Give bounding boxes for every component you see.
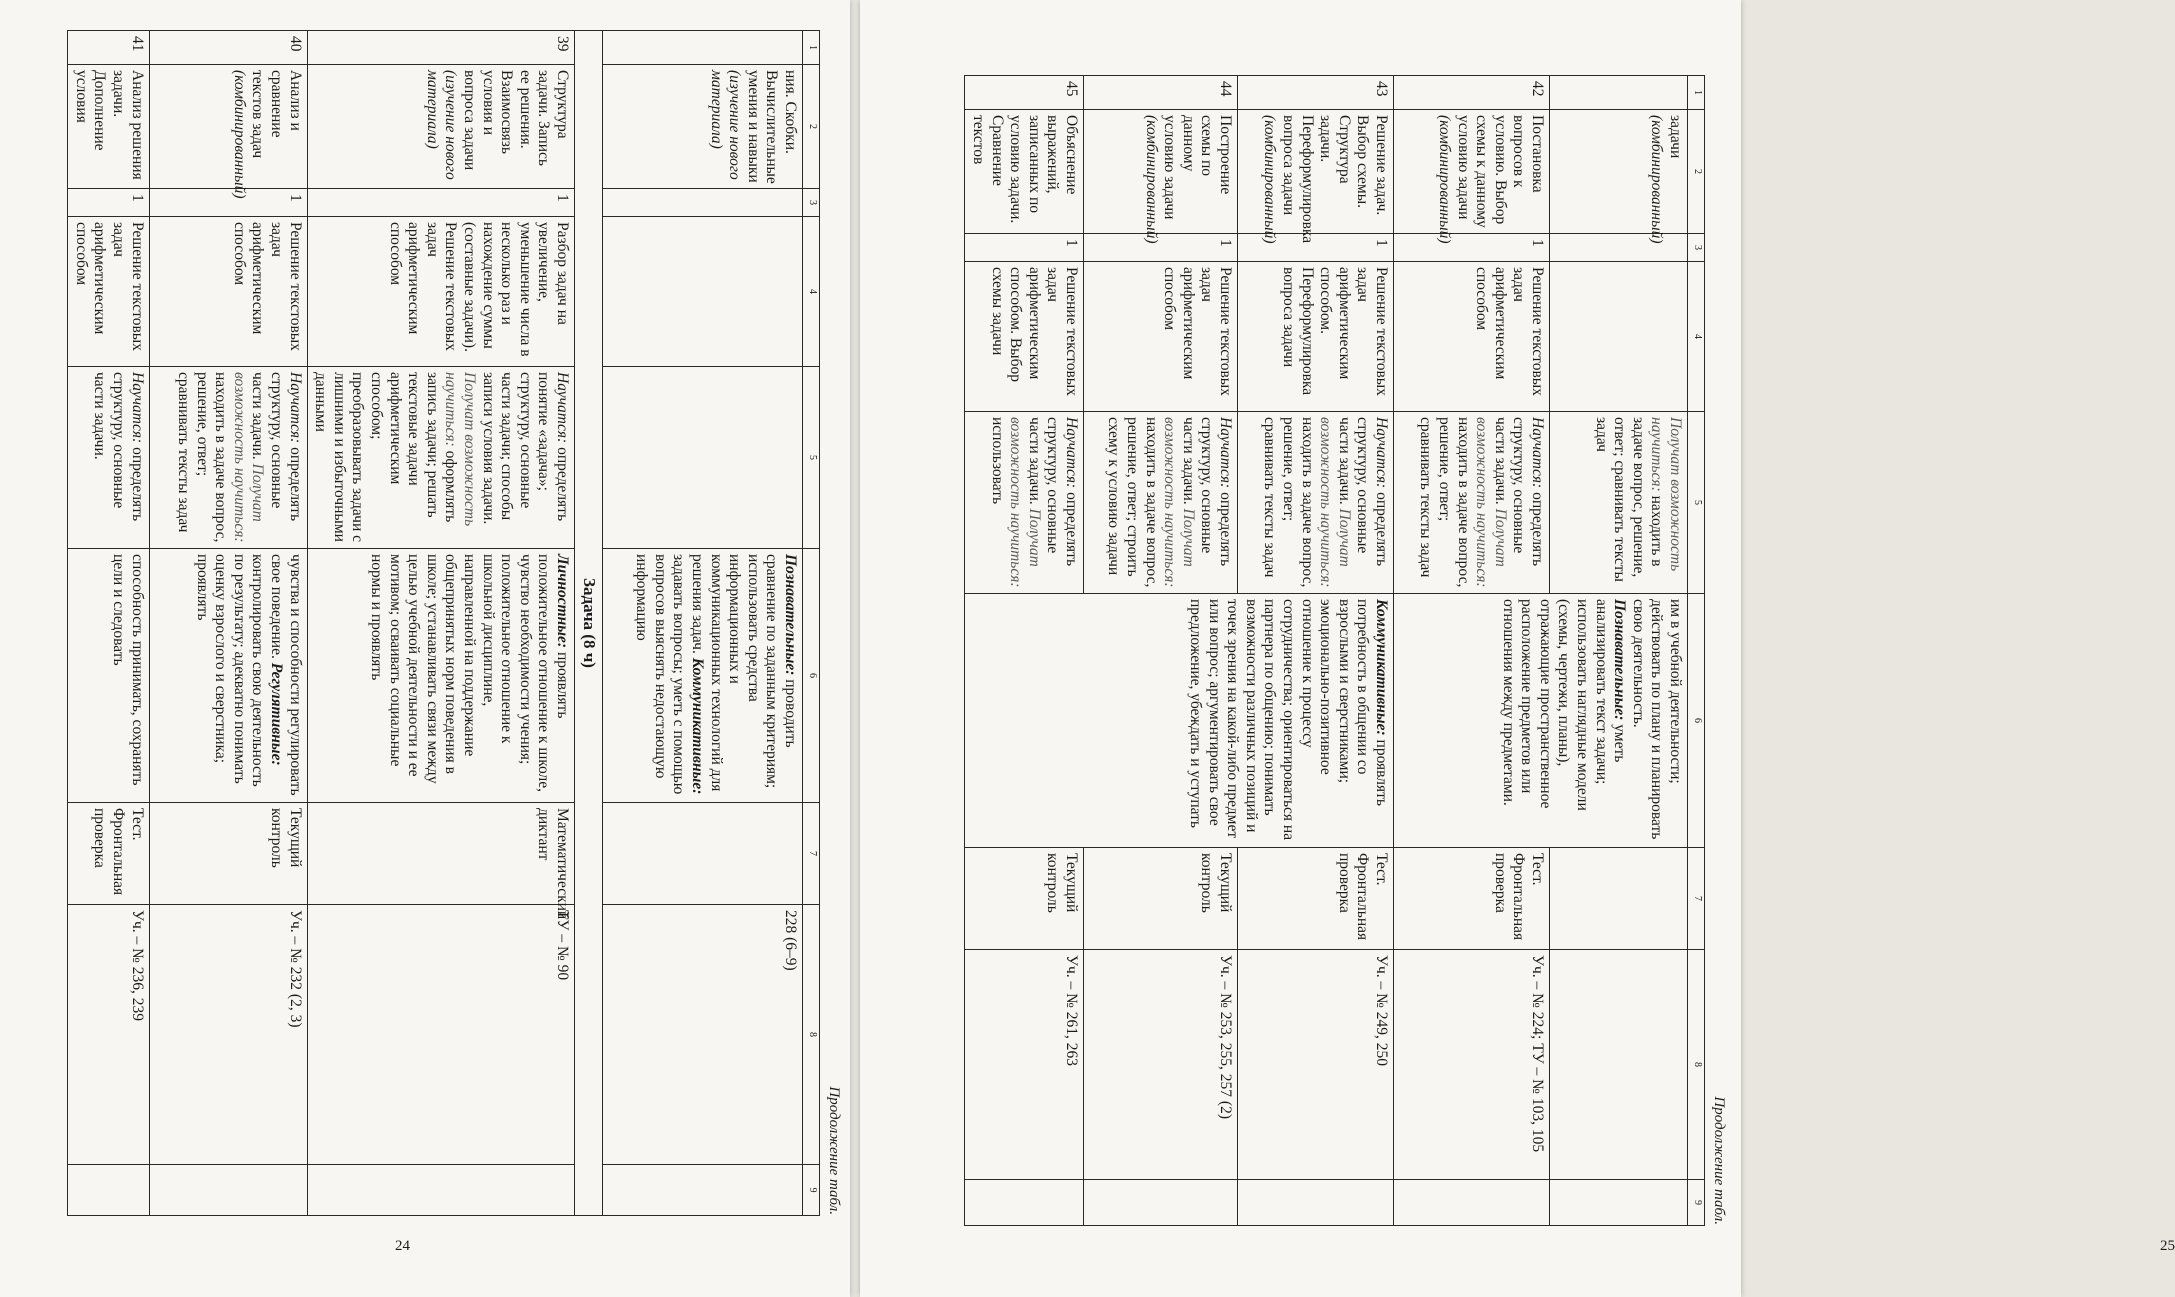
subject-results: Научатся: определять структуру, основные части задачи.: [68, 367, 149, 549]
content: Решение текстовых задач арифметическим способом: [1394, 262, 1550, 412]
subject-results: Научатся: определять структуру, основные части задачи. Получат возможность научиться: находить в задаче вопрос, решение, ответ; сравнивать тексты задач: [1394, 412, 1550, 594]
extra: [1084, 1180, 1238, 1226]
control: Текущий контроль: [149, 803, 307, 905]
lesson-topic: Структура задачи. Запись ее решения. Взаимосвязь условия и вопроса задачи (изучение нового материала): [307, 65, 574, 189]
content: Разбор задач на увеличение, уменьшение числа в несколько раз и нахождение суммы (составные задачи). Решение текстовых задач арифметическим способом: [307, 217, 574, 367]
lesson-number: 45: [965, 76, 1084, 110]
material: Уч. – № 249, 250: [1238, 950, 1394, 1180]
col-num: 8: [803, 905, 820, 1165]
col-num: 1: [803, 31, 820, 65]
lesson-topic: Решение задач. Выбор схемы. Структура задачи. Переформулировка вопроса задачи (комбинированный): [1238, 110, 1394, 234]
col-num: 7: [803, 803, 820, 905]
lesson-number: 41: [68, 31, 149, 65]
lesson-number: 42: [1394, 76, 1550, 110]
material: ТУ – № 90: [307, 905, 574, 1165]
col-num: 6: [1688, 594, 1705, 848]
extra: [603, 1165, 803, 1216]
lesson-number: [1550, 76, 1688, 110]
material: 228 (6–9): [603, 905, 803, 1165]
extra: [149, 1165, 307, 1216]
extra: [1238, 1180, 1394, 1226]
lesson-topic: Объяснение выражений, записанных по условию задачи. Сравнение текстов: [965, 110, 1084, 234]
col-num: 7: [1688, 848, 1705, 950]
content: Решение текстовых задач арифметическим способом. Переформулировка вопроса задачи: [1238, 262, 1394, 412]
lesson-number: 44: [1084, 76, 1238, 110]
material: Уч. – № 224; ТУ – № 103, 105: [1394, 950, 1550, 1180]
uud: Познавательные: проводить сравнение по заданным критериям; использовать средства информационных и коммуникационных технологий для решения задач. Коммуникативные: задавать вопросы; уметь с помощью вопросов выяснять недостающую информацию: [603, 549, 803, 803]
hours: 1: [1238, 234, 1394, 262]
col-num: 4: [1688, 262, 1705, 412]
material: Уч. – № 236, 239: [68, 905, 149, 1165]
lesson-number: 43: [1238, 76, 1394, 110]
lesson-topic: Постановка вопросов к условию. Выбор схемы к данному условию задачи (комбинированный): [1394, 110, 1550, 234]
hours: 1: [307, 189, 574, 217]
hours: [603, 189, 803, 217]
uud: Личностные: проявлять положительное отношение к школе, чувство необходимости учения; положительное отношение к школьной дисциплине, направленной на поддержание общепринятых норм поведения в школе; устанавливать связи между целью учебной деятельности и ее мотивом; осваивать социальные нормы и проявлять: [307, 549, 574, 803]
material: Уч. – № 261, 263: [965, 950, 1084, 1180]
control: Тест. Фронтальная проверка: [1394, 848, 1550, 950]
control: Тест. Фронтальная проверка: [1238, 848, 1394, 950]
extra: [965, 1180, 1084, 1226]
page-number: 24: [395, 1238, 410, 1254]
right-table-container: [945, 75, 1727, 1225]
material: [1550, 950, 1688, 1180]
column-number-row: [1688, 76, 1705, 1226]
uud: способность принимать, сохранять цели и следовать: [68, 549, 149, 803]
lesson-topic: задачи (комбинированный): [1550, 110, 1688, 234]
control: Тест. Фронтальная проверка: [68, 803, 149, 905]
content: [1550, 262, 1688, 412]
left-page: [0, 0, 850, 1297]
table-row: [1550, 76, 1688, 1226]
subject-results: Получат возможность научиться: находить в задаче вопрос, решение, ответ; сравнивать тексты задач: [1550, 412, 1688, 594]
lesson-topic: Анализ решения задачи. Дополнение условия: [68, 65, 149, 189]
uud: Коммуникативные: проявлять потребность в общении со взрослыми и сверстниками; эмоционально-позитивное отношение к процессу сотрудничества; ориентироваться на партнера по общению; понимать возможности различных позиций и точек зрения на какой-либо предмет или вопрос; аргументировать свое предложение, убеждать и уступать: [965, 594, 1394, 848]
col-num: 3: [1688, 234, 1705, 262]
control: Текущий контроль: [965, 848, 1084, 950]
hours: 1: [965, 234, 1084, 262]
col-num: 2: [803, 65, 820, 189]
lesson-number: 39: [307, 31, 574, 65]
page-number: 25: [2160, 1238, 2175, 1254]
lesson-topic: Построение схемы по данному условию задачи (комбинированный): [1084, 110, 1238, 234]
right-table: [964, 75, 1705, 1226]
table-row: [149, 31, 307, 1216]
uud: им в учебной деятельности; действовать по плану и планировать свою деятельность. Познавательные: уметь анализировать текст задачи; использовать наглядные модели (схемы, чертежи, планы), отражающие пространственное расположение предметов или отношения между предметами.: [1394, 594, 1688, 848]
material: Уч. – № 253, 255, 257 (2): [1084, 950, 1238, 1180]
col-num: 5: [1688, 412, 1705, 594]
section-row: [575, 31, 603, 1216]
extra: [68, 1165, 149, 1216]
material: Уч. – № 232 (2, 3): [149, 905, 307, 1165]
hours: 1: [68, 189, 149, 217]
col-num: 6: [803, 549, 820, 803]
lesson-number: 40: [149, 31, 307, 65]
col-num: 1: [1688, 76, 1705, 110]
subject-results: Научатся: определять понятие «задача»; структуру, основные части задачи; способы записи условия задачи. Получат возможность научиться: оформлять запись задачи; решать текстовые задачи арифметическим способом; преобразовывать задачи с лишними и избыточными данными: [307, 367, 574, 549]
control: Математический диктант: [307, 803, 574, 905]
subject-results: Научатся: определять структуру, основные части задачи. Получат возможность научиться: находить в задаче вопрос, решение, ответ; сравнивать тексты задач: [149, 367, 307, 549]
left-table: [67, 30, 820, 1216]
content: [603, 217, 803, 367]
section-title: Задача (8 ч): [575, 31, 603, 1216]
subject-results: [603, 367, 803, 549]
col-num: 3: [803, 189, 820, 217]
content: Решение текстовых задач арифметическим способом: [68, 217, 149, 367]
right-page: [860, 0, 2175, 1297]
col-num: 5: [803, 367, 820, 549]
content: Решение текстовых задач арифметическим способом: [149, 217, 307, 367]
left-table-container: [72, 30, 842, 1215]
content: Решение текстовых задач арифметическим способом: [1084, 262, 1238, 412]
lesson-number: [603, 31, 803, 65]
col-num: 8: [1688, 950, 1705, 1180]
uud: чувства и способности регулировать свое поведение. Регулятивные: контролировать свою деятельность по результату; адекватно понимать оценку взрослого и сверстника; проявлять: [149, 549, 307, 803]
hours: 1: [149, 189, 307, 217]
table-row: [603, 31, 803, 1216]
extra: [307, 1165, 574, 1216]
extra: [1550, 1180, 1688, 1226]
control: [1550, 848, 1688, 950]
extra: [1394, 1180, 1550, 1226]
subject-results: Научатся: определять структуру, основные части задачи. Получат возможность научиться: находить в задаче вопрос, решение, ответ; сравнивать тексты задач: [1238, 412, 1394, 594]
lesson-topic: ния. Скобки. Вычислительные умения и навыки (изучение нового материала): [603, 65, 803, 189]
control: Текущий контроль: [1084, 848, 1238, 950]
continuation-label: Продолжение табл.: [1711, 1096, 1727, 1225]
hours: [1550, 234, 1688, 262]
continuation-label: Продолжение табл.: [826, 1086, 842, 1215]
table-row: [1238, 76, 1394, 1226]
col-num: 2: [1688, 110, 1705, 234]
lesson-topic: Анализ и сравнение текстов задач (комбинированный): [149, 65, 307, 189]
hours: 1: [1394, 234, 1550, 262]
column-number-row: [803, 31, 820, 1216]
control: [603, 803, 803, 905]
subject-results: Научатся: определять структуру, основные части задачи. Получат возможность научиться: использовать: [965, 412, 1084, 594]
subject-results: Научатся: определять структуру, основные части задачи. Получат возможность научиться: находить в задаче вопрос, решение, ответ; строить схему к условию задачи: [1084, 412, 1238, 594]
hours: 1: [1084, 234, 1238, 262]
content: Решение текстовых задач арифметическим способом. Выбор схемы задачи: [965, 262, 1084, 412]
col-num: 9: [1688, 1180, 1705, 1226]
col-num: 9: [803, 1165, 820, 1216]
col-num: 4: [803, 217, 820, 367]
table-row: [68, 31, 149, 1216]
table-row: [307, 31, 574, 1216]
